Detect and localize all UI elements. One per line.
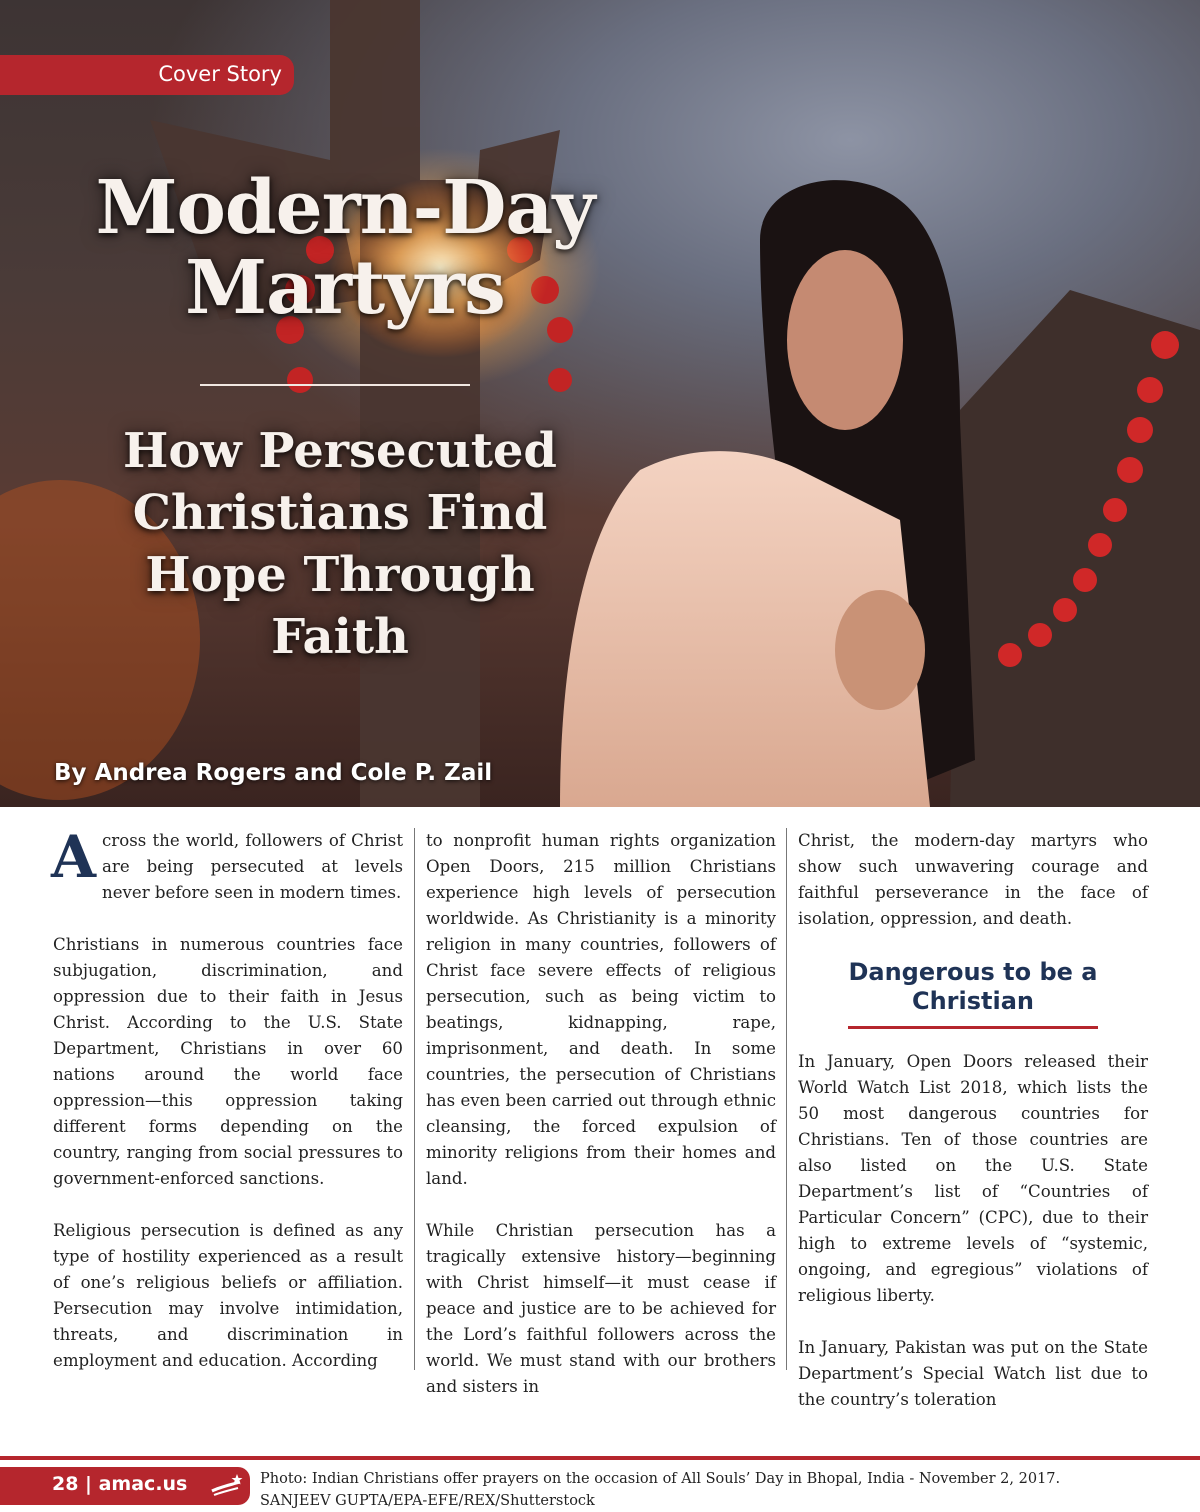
subhead-line-2: Christian (911, 987, 1035, 1015)
paragraph: While Christian persecution has a tragically extensive history—beginning with Christ himself—it must cease if peace and justice are to be achieved for the Lord’s faithful followers across the world. We must stand with our brothers and sisters in (426, 1221, 776, 1396)
drop-cap: A (51, 823, 97, 891)
subhead-line-1: Dangerous to be a (848, 958, 1098, 986)
paragraph: In January, Pakistan was put on the State Department’s Special Watch list due to the country’s toleration (798, 1338, 1148, 1409)
section-tab (0, 55, 294, 95)
paragraph: to nonprofit human rights organization Open Doors, 215 million Christians experience high levels of persecution worldwide. As Christianity is a minority religion in many countries, followers of Christ face severe effects of religious persecution, such as being victim to beatings, kidnapping, rape, imprisonment, and death. In some countries, the persecution of Christians has even been carried out through ethnic cleansing, the forced expulsion of minority religions from their homes and land. (426, 831, 776, 1188)
paragraph: Religious persecution is defined as any type of hostility experienced as a result of one’s religious beliefs or affiliation. Persecution may involve intimidation, threats, and discrimination in employment and education. According (53, 1221, 403, 1370)
footer-rule (0, 1456, 1200, 1460)
paragraph: Christ, the modern-day martyrs who show such unwavering courage and faithful perseverance in the face of isolation, oppression, and death. (798, 831, 1148, 928)
column-divider (414, 828, 415, 1370)
article-column-2 (426, 828, 776, 1426)
page-number-tab (0, 1467, 250, 1505)
article-subtitle (60, 420, 620, 668)
title-divider (200, 384, 470, 386)
paragraph: Christians in numerous countries face subjugation, discrimination, and oppression due to their faith in Jesus Christ. According to the U.S. State Department, Christians in over 60 nations around the world face oppression—this oppression taking different forms depending on the country, ranging from social pressures to government-enforced sanctions. (53, 935, 403, 1188)
title-line-2: Martyrs (185, 245, 505, 331)
paragraph-text: cross the world, followers of Christ are being persecuted at levels never before seen in modern times. (102, 831, 403, 902)
article-title (40, 165, 650, 331)
page-label: 28 | amac.us (52, 1473, 188, 1495)
photo-caption-text: Photo: Indian Christians offer prayers on the occasion of All Souls’ Day in Bhopal, India - November 2, 2017. (260, 1471, 1061, 1487)
photo-credit-text: SANJEEV GUPTA/EPA-EFE/REX/Shutterstock (260, 1493, 595, 1509)
byline: By Andrea Rogers and Cole P. Zail (54, 760, 493, 786)
subhead-underline (848, 1026, 1098, 1029)
photo-caption (260, 1468, 1060, 1512)
article-column-1 (51, 823, 403, 1400)
subtitle-line-2: Christians Find (132, 485, 548, 541)
subtitle-line-1: How Persecuted (123, 423, 557, 479)
subtitle-line-4: Faith (271, 609, 409, 665)
subtitle-line-3: Hope Through (145, 547, 535, 603)
title-line-1: Modern-Day (95, 165, 595, 251)
paragraph (51, 823, 403, 906)
amac-star-swoosh-icon (210, 1473, 244, 1497)
section-subhead (798, 958, 1148, 1016)
cross-shape (150, 0, 560, 807)
column-divider (786, 828, 787, 1370)
section-tab-label: Cover Story (158, 62, 282, 86)
paragraph: In January, Open Doors released their World Watch List 2018, which lists the 50 most dangerous countries for Christians. Ten of those countries are also listed on the U.S. State Department’s list of “Countries of Particular Concern” (CPC), due to their high to extreme levels of “systemic, ongoing, and egregious” violations of religious liberty. (798, 1052, 1148, 1305)
article-column-3 (798, 828, 1148, 1439)
